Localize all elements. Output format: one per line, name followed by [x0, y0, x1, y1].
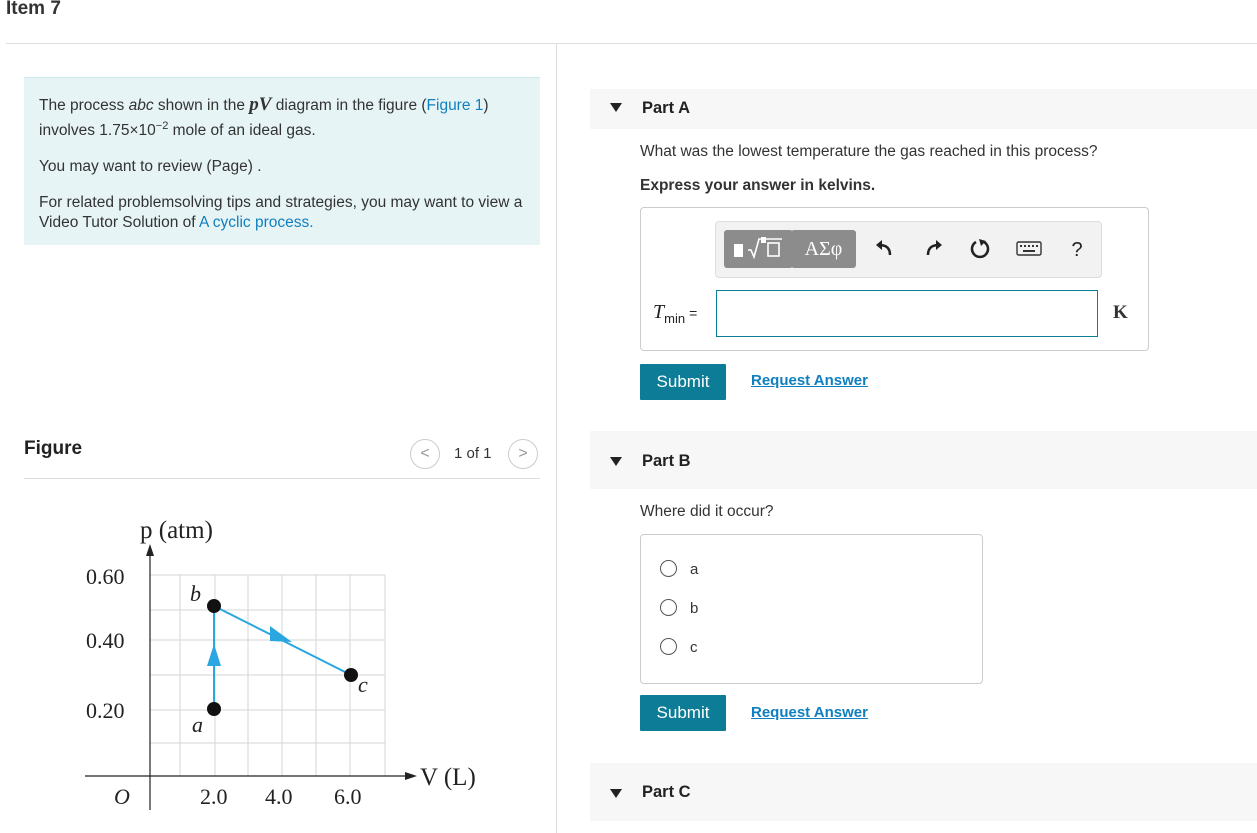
intro-text: shown in the — [153, 97, 250, 114]
item-title: Item 7 — [6, 0, 61, 19]
keyboard-icon[interactable] — [1016, 237, 1042, 263]
part-a-question: What was the lowest temperature the gas reached in this process? — [640, 143, 1098, 160]
y-axis-arrow — [146, 544, 154, 556]
exponent: −2 — [155, 120, 169, 132]
choice-label: a — [690, 561, 699, 578]
choice-label: c — [690, 639, 698, 656]
help-icon[interactable]: ? — [1071, 239, 1083, 261]
template-sqrt-icon — [724, 230, 793, 268]
part-c-label: Part C — [642, 783, 691, 801]
chevron-right-icon: > — [518, 445, 528, 462]
radio-button[interactable] — [660, 560, 677, 577]
point-a-label: a — [192, 712, 203, 737]
figure-link[interactable]: Figure 1 — [426, 97, 484, 114]
x-axis-label: V (L) — [420, 764, 476, 791]
part-a-request-answer-link[interactable]: Request Answer — [751, 372, 868, 389]
point-a — [207, 702, 221, 716]
collapse-triangle-icon — [610, 457, 622, 466]
part-c-header[interactable] — [590, 763, 1257, 821]
x-tick-label: 4.0 — [265, 784, 293, 809]
intro-text: The process — [39, 97, 129, 114]
x-axis-arrow — [405, 772, 417, 780]
problem-intro — [24, 77, 540, 245]
point-c-label: c — [358, 672, 368, 697]
collapse-triangle-icon — [610, 789, 622, 798]
variable-symbol: T — [653, 301, 665, 323]
video-tutor-link[interactable]: A cyclic process. — [199, 214, 314, 231]
pv-symbol: pV — [249, 94, 272, 115]
variable-subscript: min — [664, 311, 686, 326]
arrow-ab — [207, 644, 221, 666]
pv-diagram — [70, 500, 490, 820]
point-b-label: b — [190, 581, 201, 606]
header-divider — [6, 43, 1257, 44]
process-name: abc — [128, 97, 154, 114]
intro-text: mole of an ideal gas. — [168, 122, 316, 139]
y-tick-label: 0.20 — [86, 698, 125, 723]
intro-text: For related problemsolving tips and strategies, you may want to view a Video Tutor Solution of — [39, 194, 523, 231]
equals-sign: = — [689, 305, 698, 321]
template-button[interactable] — [724, 230, 793, 268]
figure-divider — [24, 478, 540, 479]
figure-heading: Figure — [24, 438, 83, 459]
math-toolbar — [715, 221, 1102, 278]
prev-figure-button[interactable] — [410, 439, 440, 469]
figure-pager: 1 of 1 — [454, 445, 492, 462]
choice-label: b — [690, 600, 699, 617]
x-tick-label: 2.0 — [200, 784, 228, 809]
part-a-header[interactable] — [590, 89, 1257, 129]
x-tick-label: 6.0 — [334, 784, 362, 809]
intro-paragraph-2: You may want to review (Page) . — [39, 158, 262, 175]
column-divider — [556, 43, 557, 833]
y-axis-label: p (atm) — [140, 517, 213, 544]
part-b-submit-button[interactable]: Submit — [640, 695, 726, 731]
intro-paragraph-3 — [39, 193, 525, 233]
collapse-triangle-icon — [610, 103, 622, 112]
unit-label: K — [1113, 302, 1128, 323]
answer-input[interactable] — [716, 290, 1098, 337]
point-b — [207, 599, 221, 613]
part-b-label: Part B — [642, 452, 691, 470]
part-a-label: Part A — [642, 99, 690, 117]
part-b-request-answer-link[interactable]: Request Answer — [751, 704, 868, 721]
part-b-question: Where did it occur? — [640, 503, 774, 520]
intro-text: ) — [483, 97, 489, 114]
part-a-submit-button[interactable]: Submit — [640, 364, 726, 400]
part-b-header[interactable] — [590, 431, 1257, 489]
origin-label: O — [114, 784, 130, 809]
radio-button[interactable] — [660, 638, 677, 655]
intro-paragraph-1 — [39, 95, 525, 141]
chevron-left-icon: < — [420, 445, 430, 462]
next-figure-button[interactable] — [508, 439, 538, 469]
part-a-instruction: Express your answer in kelvins. — [640, 177, 876, 194]
undo-icon[interactable] — [871, 237, 897, 263]
reset-icon[interactable] — [967, 237, 993, 263]
radio-button[interactable] — [660, 599, 677, 616]
y-tick-label: 0.40 — [86, 628, 125, 653]
y-tick-label: 0.60 — [86, 564, 125, 589]
intro-text: diagram in the figure ( — [271, 97, 427, 114]
redo-icon[interactable] — [921, 237, 947, 263]
variable-label — [653, 301, 697, 326]
intro-text: involves 1.75×10 — [39, 122, 156, 139]
greek-symbols-button[interactable]: ΑΣφ — [791, 230, 856, 268]
point-c — [344, 668, 358, 682]
